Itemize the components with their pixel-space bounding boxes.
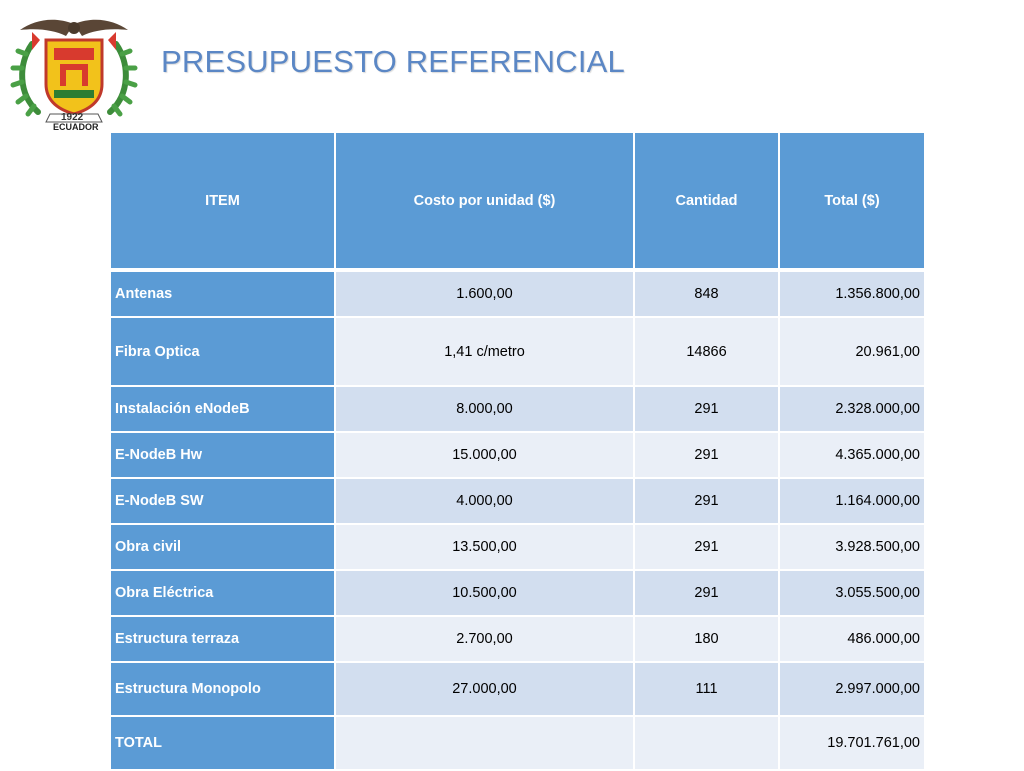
- row-total: 1.356.800,00: [779, 270, 925, 317]
- logo-year: 1922: [61, 112, 84, 123]
- total-quantity-empty: [634, 716, 779, 770]
- row-unit-cost: 1.600,00: [335, 270, 634, 317]
- table-row: [110, 616, 925, 662]
- budget-table: [109, 131, 926, 771]
- table-row: [110, 478, 925, 524]
- row-item: Obra civil: [110, 524, 335, 570]
- row-unit-cost: 15.000,00: [335, 432, 634, 478]
- row-total: 4.365.000,00: [779, 432, 925, 478]
- row-quantity: 291: [634, 432, 779, 478]
- row-item: Obra Eléctrica: [110, 570, 335, 616]
- table-row: [110, 570, 925, 616]
- table-row: [110, 432, 925, 478]
- page-title: PRESUPUESTO REFERENCIAL: [161, 44, 625, 79]
- row-quantity: 291: [634, 570, 779, 616]
- row-quantity: 291: [634, 386, 779, 432]
- grand-total: 19.701.761,00: [779, 716, 925, 770]
- table-row: [110, 317, 925, 386]
- table-total-row: [110, 716, 925, 770]
- row-quantity: 291: [634, 524, 779, 570]
- table-header-row: [110, 132, 925, 270]
- row-quantity: 111: [634, 662, 779, 716]
- row-quantity: 14866: [634, 317, 779, 386]
- header-item: ITEM: [110, 132, 335, 270]
- table-row: [110, 386, 925, 432]
- row-total: 486.000,00: [779, 616, 925, 662]
- table-row: [110, 524, 925, 570]
- row-unit-cost: 1,41 c/metro: [335, 317, 634, 386]
- row-total: 1.164.000,00: [779, 478, 925, 524]
- total-unit-cost-empty: [335, 716, 634, 770]
- logo-country: ECUADOR: [53, 122, 99, 132]
- coat-of-arms-logo: [4, 10, 144, 134]
- row-item: Antenas: [110, 270, 335, 317]
- row-item: E-NodeB Hw: [110, 432, 335, 478]
- row-total: 3.055.500,00: [779, 570, 925, 616]
- row-quantity: 180: [634, 616, 779, 662]
- row-item: Instalación eNodeB: [110, 386, 335, 432]
- row-total: 3.928.500,00: [779, 524, 925, 570]
- row-quantity: 848: [634, 270, 779, 317]
- row-item: Estructura terraza: [110, 616, 335, 662]
- row-unit-cost: 27.000,00: [335, 662, 634, 716]
- row-total: 2.328.000,00: [779, 386, 925, 432]
- row-unit-cost: 4.000,00: [335, 478, 634, 524]
- header-quantity: Cantidad: [634, 132, 779, 270]
- header-unit-cost: Costo por unidad ($): [335, 132, 634, 270]
- row-total: 20.961,00: [779, 317, 925, 386]
- table-row: [110, 270, 925, 317]
- row-total: 2.997.000,00: [779, 662, 925, 716]
- header-total: Total ($): [779, 132, 925, 270]
- row-unit-cost: 13.500,00: [335, 524, 634, 570]
- row-unit-cost: 10.500,00: [335, 570, 634, 616]
- table-row: [110, 662, 925, 716]
- row-item: Fibra Optica: [110, 317, 335, 386]
- row-unit-cost: 2.700,00: [335, 616, 634, 662]
- row-item: Estructura Monopolo: [110, 662, 335, 716]
- row-unit-cost: 8.000,00: [335, 386, 634, 432]
- total-label: TOTAL: [110, 716, 335, 770]
- row-item: E-NodeB SW: [110, 478, 335, 524]
- row-quantity: 291: [634, 478, 779, 524]
